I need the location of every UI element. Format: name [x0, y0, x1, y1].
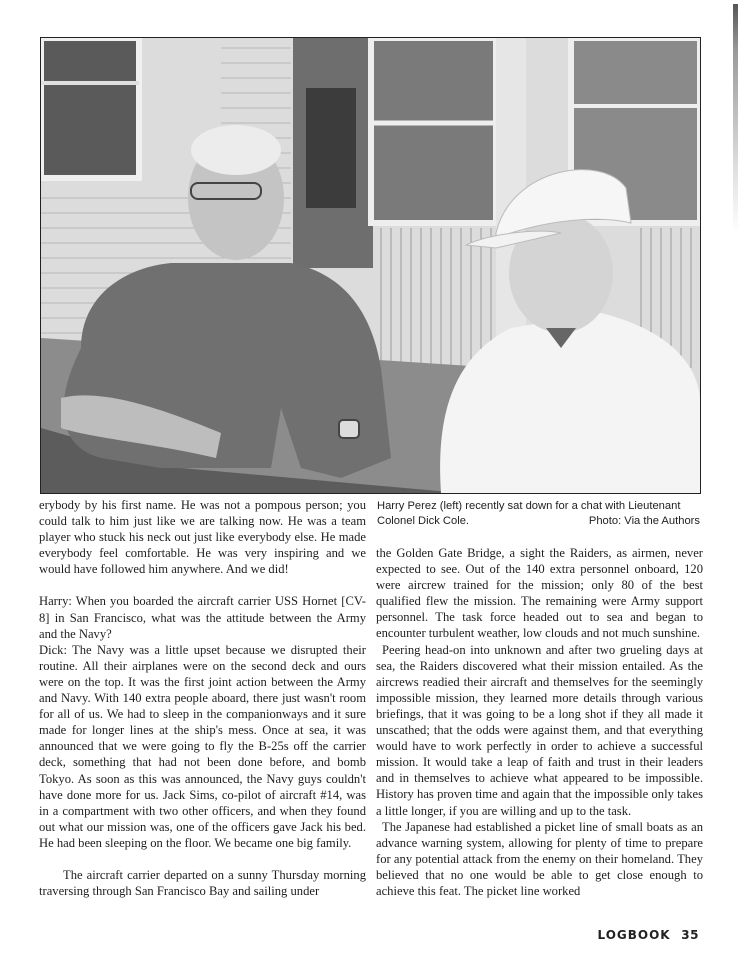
paragraph: The aircraft carrier departed on a sunny Thursday morning traversing through San Francisco Bay and sailing under [39, 867, 366, 899]
article-photo [40, 37, 701, 494]
photo-caption [377, 499, 700, 529]
page-number: 35 [681, 928, 699, 942]
interview-answer: Dick: The Navy was a little upset because we disrupted their routine. All their airplanes were on the second deck and ours were on the top. It was the first joint action between the Army and Navy. With 140 extra people aboard, there just wasn't room for all of us. We had to sleep in the companionways and it sure made for longer lines at the ship's mess. Once at sea, it was announced that we were going to fly the B-25s off the carrier deck, something that had not been done before, and bomb Tokyo. As soon as this was announced, the Navy guys couldn't have done more for us. Jack Sims, co-pilot of aircraft #14, was in a compartment with two other officers, and when they found out what our mission was, one of the officers gave Jack his bed. He had been sleeping on the floor. We became one big family. [39, 642, 366, 850]
article-column-left [39, 497, 366, 899]
paragraph: the Golden Gate Bridge, a sight the Raiders, as airmen, never expected to see. Out of the 140 extra personnel onboard, 120 were aircrew trained for the mission; only 80 of the best qualified flew the mission. The remaining were Army support personnel. The task force headed out to sea and began to encounter turbulent weather, low clouds and not much sunshine. [376, 546, 703, 641]
caption-text: Harry Perez (left) recently sat down for a chat with Lieutenant Colonel Dick Cole. [377, 500, 681, 527]
photo-illustration [41, 38, 700, 493]
center-window [371, 38, 496, 223]
page-edge-shadow [733, 4, 738, 234]
article-column-right [376, 545, 703, 899]
photo-credit: Photo: Via the Authors [588, 515, 700, 527]
paragraph: erybody by his first name. He was not a pompous person; you could talk to him just like we are talking now. He was a team player who stuck his neck out just like everybody else. He made everybody feel comfortable. He was very inspiring and we would have followed him anywhere. And we did! [39, 498, 366, 577]
left-window [41, 38, 139, 178]
interview-question: Harry: When you boarded the aircraft carrier USS Hornet [CV-8] in San Francisco, what was the attitude between the Army and the Navy? [39, 594, 366, 641]
magazine-name: LOGBOOK [597, 928, 671, 942]
paragraph: The Japanese had established a picket line of small boats as an advance warning system, allowing for plenty of time to prepare for any potential attack from the enemy on their homeland. They believed that no one would be able to get close enough to achieve this feat. The picket line worked [376, 819, 703, 898]
paragraph: Peering head-on into unknown and after two grueling days at sea, the Raiders discovered what their mission entailed. As the aircrews readied their aircraft and themselves for the seemingly impossible mission, they learned more details through various briefings, that it was going to be a long shot if they all made it unscathed; that the odds were against them, and that everything would have to work perfectly in order to achieve a successful mission. It would take a leap of faith and trust in their leaders and in themselves to achieve what appeared to be impossible. History has proven time and again that the impossible only takes a little longer, if you are willing and up to the task. [376, 642, 703, 818]
page-footer [597, 928, 699, 942]
